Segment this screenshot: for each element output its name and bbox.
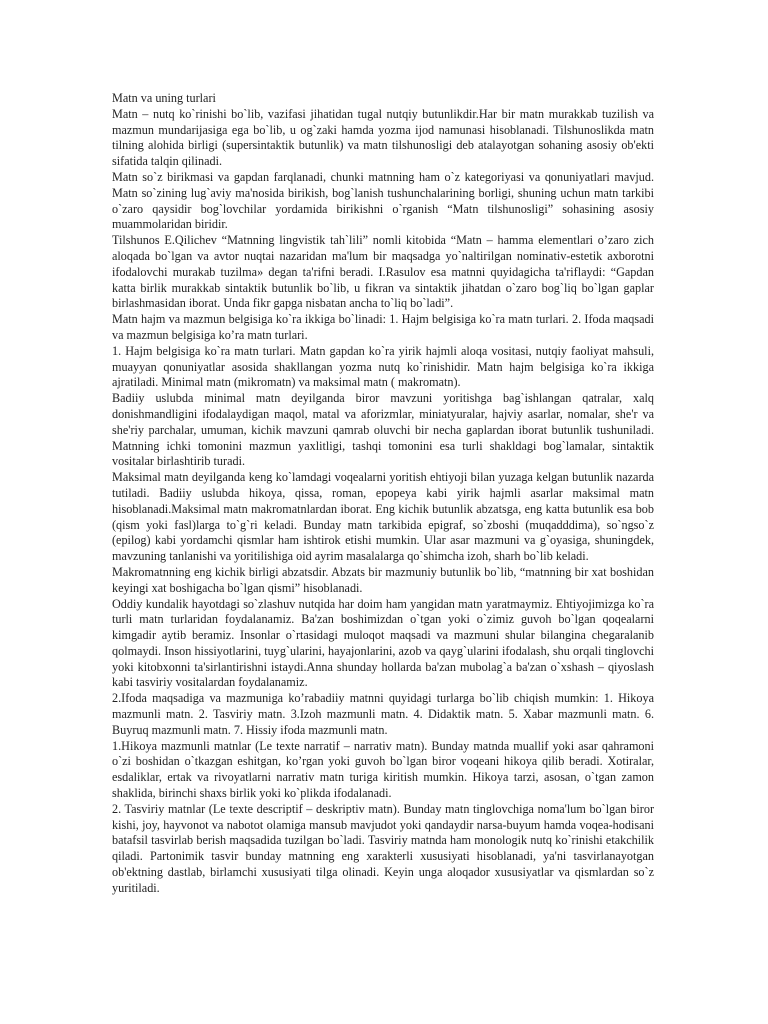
paragraph-everyday-speech: Oddiy kundalik hayotdagi so`zlashuv nutqida har doim ham yangidan matn yaratmaymiz. Ehtiyojimizga ko`ra turli matn turlaridan foydalanamiz. Ba'zan boshimizdan o`tgan yoki o`zimiz guvoh bo`lgan qoqealarni kimgadir aytib beramiz. Insonlar o`rtasidagi muloqot maqsadi va mazmuni shular bilangina chegaralanib qolmaydi. Inson hissiyotlarini, tuyg`ularini, hayajonlarini, azob va qayg`ularini ifodalash, shu orqali tinglovchi yoki kitobxonni ta'sirlantirishni istaydi.Anna shunday hollarda ba'zan mubolag`a ba'zan o`xshash – qiyoslash kabi tasviriy vositalardan foydalanamiz. (112, 596, 654, 690)
paragraph-volume-types: 1. Hajm belgisiga ko`ra matn turlari. Matn gapdan ko`ra yirik hajmli aloqa vositasi, nutqiy faoliyat mahsuli, muayyan qonuniyatlar asosida shakllangan yozma nutq ko`rinishidir. Matn hajm belgisiga ko`ra ikkiga ajratiladi. Minimal matn (mikromatn) va maksimal matn ( makromatn). (112, 343, 654, 390)
paragraph-narrative-text: 1.Hikoya mazmunli matnlar (Le texte narratif – narrativ matn). Bunday matnda muallif yoki asar qahramoni o`zi boshidan o`tkazgan eshitgan, ko’rgan yoki guvoh bo`lgan biror voqeani hikoya qilib beradi. Xotiralar, esdaliklar, ertak va rivoyatlarni narrativ matn turiga kiritish mumkin. Hikoya tarzi, asosan, o`tgan zamon shaklida, birinchi shaxs birlik yoki ko`plikda ifodalanadi. (112, 738, 654, 801)
paragraph-descriptive-text: 2. Tasviriy matnlar (Le texte descriptif – deskriptiv matn). Bunday matn tinglovchiga noma'lum bo`lgan biror kishi, joy, hayvonot va nabotot olamiga mansub mavjudot yoki qandaydir narsa-buyum hamda voqea-hodisani batafsil tasvirlab berish maqsadida tuzilgan bo`ladi. Tasviriy matnda ham monologik nutq ko`rinishi etakchilik qiladi. Partonimik tasvir bunday matnning eng xarakterli xususiyati hisoblanadi, ya'ni tasvirlanayotgan ob'ektning dastlab, birlamchi xususiyati tilga olinadi. Keyin unga aloqador xususiyatlar va qismlardan so`z yuritiladi. (112, 801, 654, 895)
paragraph-definition: Matn – nutq ko`rinishi bo`lib, vazifasi jihatidan tugal nutqiy butunlikdir.Har bir matn murakkab tuzilish va mazmun mundarijasiga ega bo`lib, u og`zaki hamda yozma ijod namunasi hisoblanadi. Tilshunoslikda matn tilning alohida birligi (supersintaktik butunlik) va matn tilshunosligi deb atalayotgan sohaning asosiy ob'ekti sifatida talqin qilinadi. (112, 106, 654, 169)
document-page (112, 91, 654, 897)
paragraph-distinction: Matn so`z birikmasi va gapdan farqlanadi, chunki matnning ham o`z kategoriyasi va qonuniyatlari mavjud. Matn so`zining lug`aviy ma'nosida birikish, bog`lanish tushunchalarining borligi, shuning uchun matn tarkibi o`zaro qaysidir bog`lovchilar yordamida birikishni o`rganish “Matn tilshunosligi” sohasining asosiy muammolaridan biridir. (112, 169, 654, 232)
paragraph-purpose-types: 2.Ifoda maqsadiga va mazmuniga ko’rabadiiy matnni quyidagi turlarga bo`lib chiqish mumkin: 1. Hikoya mazmunli matn. 2. Tasviriy matn. 3.Izoh mazmunli matn. 4. Didaktik matn. 5. Xabar mazmunli matn. 6. Buyruq mazmunli matn. 7. Hissiy ifoda mazmunli matn. (112, 691, 654, 737)
paragraph-classification: Matn hajm va mazmun belgisiga ko`ra ikkiga bo`linadi: 1. Hajm belgisiga ko`ra matn turlari. 2. Ifoda maqsadi va mazmun belgisiga ko’ra matn turlari. (112, 312, 654, 342)
paragraph-minimal-text: Badiiy uslubda minimal matn deyilganda biror mavzuni yoritishga bag`ishlangan qatralar, xalq donishmandligini ifodalaydigan maqol, matal va aforizmlar, miniatyuralar, hajviy asarlar, nomalar, she'r va she'riy parchalar, umuman, kichik mavzuni qamrab oluvchi bir necha gaplardan iborat butunlik tushuniladi. Matnning ichki tomonini mazmun yaxlitligi, tashqi tomonini esa turli shakldagi bog`lamalar, sintaktik vositalar birlashtirib turadi. (112, 391, 654, 469)
document-title: Matn va uning turlari (112, 91, 216, 105)
paragraph-paragraph-unit: Makromatnning eng kichik birligi abzatsdir. Abzats bir mazmuniy butunlik bo`lib, “matnning bir xat boshidan keyingi xat boshigacha bo`lgan qismi” hisoblanadi. (112, 564, 654, 595)
paragraph-qilichev-definition: Tilshunos E.Qilichev “Matnning lingvistik tah`lili” nomli kitobida “Matn – hamma elementlari o’zaro zich aloqada bo`lgan va avtor nuqtai nazaridan ma'lum bir maqsadga yo`naltirilgan nominativ-estetik axborotni ifodalovchi murakab tuzilma» degan ta'rifni beradi. I.Rasulov esa matnni quyidagicha ta'riflaydi: “Gapdan katta birlik murakkab sintaktik butunlik bo`lib, u fikran va sintaktik jihatdan o`zaro bog`liq bo`lgan gaplar birlashmasidan iborat. Unda fikr gapga nisbatan ancha to`liq bo`ladi”. (112, 233, 654, 311)
paragraph-maximal-text: Maksimal matn deyilganda keng ko`lamdagi voqealarni yoritish ehtiyoji bilan yuzaga kelgan butunlik nazarda tutiladi. Badiiy uslubda hikoya, qissa, roman, epopeya kabi yirik hajmli asarlar maksimal matn hisoblanadi.Maksimal matn makromatnlardan iborat. Eng kichik butunlik abzatsga, eng katta butunlik esa bob (qism yoki fasl)larga to`g`ri keladi. Bunday matn tarkibida epigraf, so`zboshi (muqadddima), so`ngso`z (epilog) kabi yordamchi qismlar ham ishtirok etishi mumkin. Ular asar mazmuni va g`oyasiga, shuningdek, mavzuning tanlanishi va yoritilishiga oid ayrim masalalarga qo`shimcha izoh, sharh bo`lib keladi. (112, 470, 654, 564)
